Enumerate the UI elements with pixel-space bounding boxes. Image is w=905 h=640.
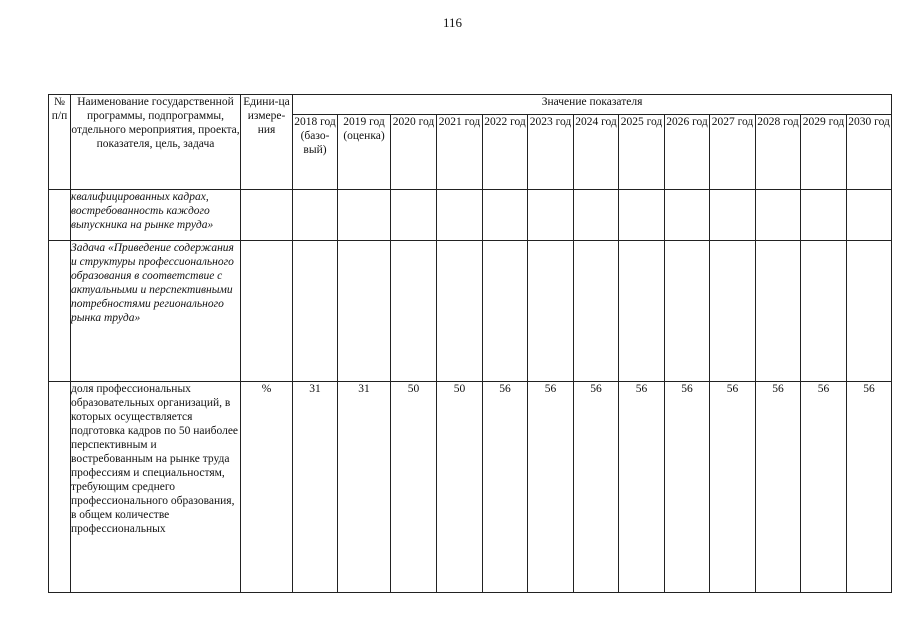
value-cell: 56 bbox=[710, 382, 756, 593]
row-unit: % bbox=[241, 382, 293, 593]
header-year: 2026 год bbox=[665, 115, 710, 190]
header-year: 2019 год (оценка) bbox=[338, 115, 391, 190]
header-unit: Едини-ца измере-ния bbox=[241, 95, 293, 190]
row-name: доля профессиональных образовательных организаций, в которых осуществляется подготовка кадров по 50 наиболее перспективным и востребованным на рынке труда профессиям и специальностям, требующим среднего профессионального образования, в общем количестве профессиональных bbox=[71, 382, 241, 593]
value-cell bbox=[437, 190, 483, 241]
header-year: 2027 год bbox=[710, 115, 756, 190]
header-name: Наименование государственной программы, подпрограммы, отдельного мероприятия, проекта, показателя, цель, задача bbox=[71, 95, 241, 190]
header-year: 2020 год bbox=[391, 115, 437, 190]
header-no: № п/п bbox=[49, 95, 71, 190]
table-row bbox=[49, 190, 892, 241]
value-cell: 56 bbox=[665, 382, 710, 593]
indicators-table bbox=[48, 94, 892, 593]
value-cell: 56 bbox=[483, 382, 528, 593]
value-cell bbox=[801, 241, 847, 382]
value-cell bbox=[710, 241, 756, 382]
value-cell bbox=[483, 190, 528, 241]
table-row bbox=[49, 382, 892, 593]
header-year: 2025 год bbox=[619, 115, 665, 190]
header-year: 2024 год bbox=[574, 115, 619, 190]
value-cell: 31 bbox=[338, 382, 391, 593]
header-value-group: Значение показателя bbox=[293, 95, 892, 115]
value-cell: 56 bbox=[528, 382, 574, 593]
table-row bbox=[49, 241, 892, 382]
value-cell bbox=[293, 190, 338, 241]
value-cell: 56 bbox=[801, 382, 847, 593]
value-cell bbox=[756, 190, 801, 241]
value-cell: 31 bbox=[293, 382, 338, 593]
value-cell bbox=[847, 241, 892, 382]
value-cell bbox=[710, 190, 756, 241]
header-year: 2021 год bbox=[437, 115, 483, 190]
value-cell bbox=[483, 241, 528, 382]
row-name: квалифицированных кадрах, востребованность каждого выпускника на рынке труда» bbox=[71, 190, 241, 241]
value-cell bbox=[665, 190, 710, 241]
value-cell bbox=[847, 190, 892, 241]
value-cell bbox=[801, 190, 847, 241]
page-number: 116 bbox=[442, 15, 463, 30]
value-cell bbox=[528, 190, 574, 241]
header-year: 2022 год bbox=[483, 115, 528, 190]
header-year: 2030 год bbox=[847, 115, 892, 190]
row-no bbox=[49, 241, 71, 382]
value-cell bbox=[756, 241, 801, 382]
value-cell: 56 bbox=[619, 382, 665, 593]
row-no bbox=[49, 382, 71, 593]
value-cell bbox=[338, 190, 391, 241]
value-cell bbox=[391, 190, 437, 241]
value-cell bbox=[293, 241, 338, 382]
header-year: 2018 год (базо-вый) bbox=[293, 115, 338, 190]
value-cell: 56 bbox=[574, 382, 619, 593]
value-cell bbox=[665, 241, 710, 382]
value-cell: 56 bbox=[847, 382, 892, 593]
row-unit bbox=[241, 241, 293, 382]
value-cell bbox=[391, 241, 437, 382]
value-cell: 56 bbox=[756, 382, 801, 593]
value-cell bbox=[574, 190, 619, 241]
value-cell bbox=[619, 190, 665, 241]
header-year: 2023 год bbox=[528, 115, 574, 190]
table-header-row bbox=[49, 95, 892, 115]
value-cell bbox=[619, 241, 665, 382]
header-year: 2028 год bbox=[756, 115, 801, 190]
value-cell bbox=[437, 241, 483, 382]
value-cell: 50 bbox=[391, 382, 437, 593]
row-name: Задача «Приведение содержания и структуры профессионального образования в соответствие с актуальными и перспективными потребностями регионального рынка труда» bbox=[71, 241, 241, 382]
value-cell bbox=[574, 241, 619, 382]
value-cell: 50 bbox=[437, 382, 483, 593]
value-cell bbox=[338, 241, 391, 382]
row-no bbox=[49, 190, 71, 241]
value-cell bbox=[528, 241, 574, 382]
row-unit bbox=[241, 190, 293, 241]
header-year: 2029 год bbox=[801, 115, 847, 190]
